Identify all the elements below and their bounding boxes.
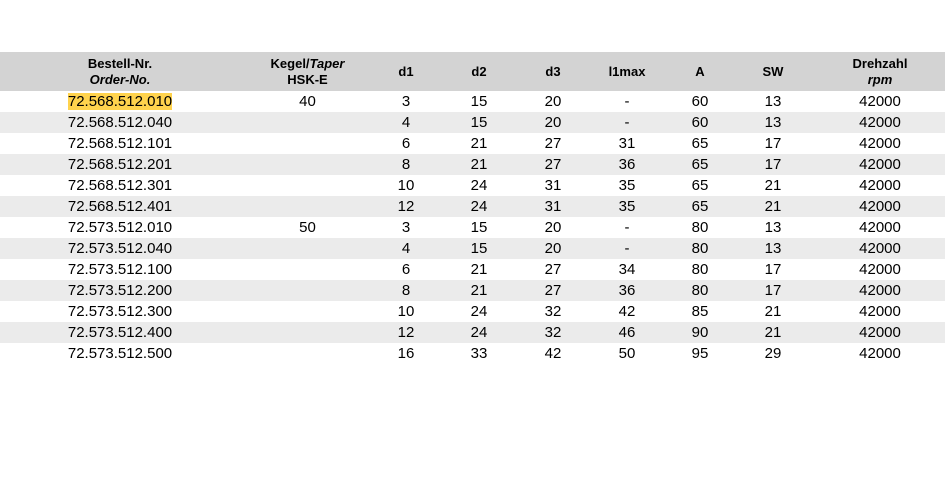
cell-taper bbox=[240, 133, 375, 154]
cell-rpm: 42000 bbox=[859, 197, 901, 215]
cell-d2: 21 bbox=[470, 134, 488, 152]
cell-l1max: 36 bbox=[618, 155, 636, 173]
header-taper bbox=[240, 52, 375, 91]
order-number: 72.568.512.401 bbox=[67, 197, 173, 215]
cell-rpm: 42000 bbox=[859, 134, 901, 152]
cell-a: 65 bbox=[691, 176, 709, 194]
table-row bbox=[0, 238, 945, 259]
table-row bbox=[0, 280, 945, 301]
cell-order bbox=[0, 91, 240, 112]
cell-order bbox=[0, 154, 240, 175]
table-row bbox=[0, 91, 945, 112]
cell-d2: 15 bbox=[470, 218, 488, 236]
cell-l1max: 46 bbox=[618, 323, 636, 341]
cell-d2: 21 bbox=[470, 281, 488, 299]
cell-d3: 20 bbox=[544, 218, 562, 236]
cell-d3: 20 bbox=[544, 92, 562, 110]
cell-order bbox=[0, 133, 240, 154]
cell-order bbox=[0, 343, 240, 364]
header-l1max: l1max bbox=[608, 63, 646, 79]
cell-taper bbox=[240, 196, 375, 217]
cell-taper: 40 bbox=[299, 92, 316, 110]
cell-d3: 27 bbox=[544, 281, 562, 299]
cell-a: 85 bbox=[691, 302, 709, 320]
header-taper-type: HSK-E bbox=[287, 71, 328, 87]
cell-l1max: 35 bbox=[618, 176, 636, 194]
cell-d1: 3 bbox=[401, 218, 411, 236]
spec-table-container bbox=[0, 52, 945, 364]
header-order-en: Order-No. bbox=[89, 71, 151, 87]
order-number: 72.568.512.301 bbox=[67, 176, 173, 194]
cell-d2: 21 bbox=[470, 260, 488, 278]
cell-order bbox=[0, 217, 240, 238]
cell-d2: 15 bbox=[470, 239, 488, 257]
cell-taper bbox=[240, 112, 375, 133]
order-number: 72.573.512.010 bbox=[67, 218, 173, 236]
cell-d1: 8 bbox=[401, 281, 411, 299]
cell-a: 80 bbox=[691, 281, 709, 299]
cell-taper bbox=[240, 175, 375, 196]
header-order-no bbox=[0, 52, 240, 91]
order-number: 72.568.512.010 bbox=[67, 92, 173, 110]
cell-sw: 17 bbox=[764, 155, 782, 173]
table-row bbox=[0, 154, 945, 175]
order-number: 72.573.512.040 bbox=[67, 239, 173, 257]
header-speed bbox=[815, 52, 945, 91]
cell-sw: 21 bbox=[764, 323, 782, 341]
cell-a: 80 bbox=[691, 239, 709, 257]
cell-a: 80 bbox=[691, 218, 709, 236]
order-number: 72.568.512.201 bbox=[67, 155, 173, 173]
table-row bbox=[0, 301, 945, 322]
header-d3: d3 bbox=[545, 63, 561, 79]
cell-l1max: - bbox=[624, 92, 630, 110]
cell-a: 65 bbox=[691, 134, 709, 152]
table-row bbox=[0, 133, 945, 154]
cell-sw: 21 bbox=[764, 176, 782, 194]
cell-d3: 42 bbox=[544, 344, 562, 362]
cell-d2: 24 bbox=[470, 197, 488, 215]
cell-sw: 13 bbox=[764, 113, 782, 131]
cell-a: 90 bbox=[691, 323, 709, 341]
cell-d3: 20 bbox=[544, 113, 562, 131]
cell-rpm: 42000 bbox=[859, 218, 901, 236]
header-speed-de: Drehzahl bbox=[852, 55, 908, 71]
cell-d1: 10 bbox=[397, 302, 415, 320]
header-row bbox=[0, 52, 945, 91]
cell-d1: 10 bbox=[397, 176, 415, 194]
header-taper-en: Taper bbox=[309, 55, 345, 71]
cell-rpm: 42000 bbox=[859, 281, 901, 299]
cell-sw: 13 bbox=[764, 218, 782, 236]
cell-l1max: 42 bbox=[618, 302, 636, 320]
table-row bbox=[0, 112, 945, 133]
cell-taper bbox=[240, 280, 375, 301]
table-row bbox=[0, 175, 945, 196]
cell-rpm: 42000 bbox=[859, 176, 901, 194]
cell-d2: 21 bbox=[470, 155, 488, 173]
cell-order bbox=[0, 301, 240, 322]
table-body bbox=[0, 91, 945, 364]
order-number: 72.568.512.040 bbox=[67, 113, 173, 131]
cell-sw: 21 bbox=[764, 302, 782, 320]
table-row bbox=[0, 259, 945, 280]
header-sw: SW bbox=[762, 63, 784, 79]
cell-rpm: 42000 bbox=[859, 239, 901, 257]
cell-d3: 27 bbox=[544, 134, 562, 152]
cell-d1: 3 bbox=[401, 92, 411, 110]
cell-order bbox=[0, 175, 240, 196]
cell-sw: 13 bbox=[764, 239, 782, 257]
order-number: 72.568.512.101 bbox=[67, 134, 173, 152]
cell-d2: 15 bbox=[470, 113, 488, 131]
cell-a: 60 bbox=[691, 92, 709, 110]
cell-d2: 24 bbox=[470, 176, 488, 194]
cell-taper: 50 bbox=[299, 218, 316, 236]
cell-d2: 24 bbox=[470, 323, 488, 341]
order-number: 72.573.512.400 bbox=[67, 323, 173, 341]
cell-d2: 33 bbox=[470, 344, 488, 362]
cell-d1: 8 bbox=[401, 155, 411, 173]
cell-l1max: 36 bbox=[618, 281, 636, 299]
table-row bbox=[0, 196, 945, 217]
cell-rpm: 42000 bbox=[859, 302, 901, 320]
cell-rpm: 42000 bbox=[859, 323, 901, 341]
table-header bbox=[0, 52, 945, 91]
header-taper-de: Kegel/ bbox=[270, 55, 310, 71]
order-number: 72.573.512.200 bbox=[67, 281, 173, 299]
cell-d3: 20 bbox=[544, 239, 562, 257]
cell-l1max: 31 bbox=[618, 134, 636, 152]
cell-l1max: 34 bbox=[618, 260, 636, 278]
header-speed-en: rpm bbox=[867, 71, 893, 87]
cell-taper bbox=[240, 343, 375, 364]
cell-order bbox=[0, 280, 240, 301]
cell-sw: 29 bbox=[764, 344, 782, 362]
cell-d3: 27 bbox=[544, 155, 562, 173]
cell-sw: 17 bbox=[764, 281, 782, 299]
cell-sw: 17 bbox=[764, 260, 782, 278]
header-order-de: Bestell-Nr. bbox=[87, 55, 153, 71]
cell-d1: 12 bbox=[397, 197, 415, 215]
cell-l1max: 35 bbox=[618, 197, 636, 215]
cell-order bbox=[0, 112, 240, 133]
cell-d3: 27 bbox=[544, 260, 562, 278]
cell-rpm: 42000 bbox=[859, 260, 901, 278]
cell-sw: 17 bbox=[764, 134, 782, 152]
cell-d2: 24 bbox=[470, 302, 488, 320]
cell-taper bbox=[240, 238, 375, 259]
cell-order bbox=[0, 196, 240, 217]
cell-d1: 6 bbox=[401, 260, 411, 278]
order-number: 72.573.512.100 bbox=[67, 260, 173, 278]
cell-order bbox=[0, 259, 240, 280]
cell-d3: 31 bbox=[544, 197, 562, 215]
cell-rpm: 42000 bbox=[859, 113, 901, 131]
cell-taper bbox=[240, 259, 375, 280]
cell-order bbox=[0, 322, 240, 343]
cell-l1max: 50 bbox=[618, 344, 636, 362]
cell-d3: 32 bbox=[544, 323, 562, 341]
table-row bbox=[0, 322, 945, 343]
order-number: 72.573.512.300 bbox=[67, 302, 173, 320]
cell-l1max: - bbox=[624, 239, 630, 257]
spec-table bbox=[0, 52, 945, 364]
order-number: 72.573.512.500 bbox=[67, 344, 173, 362]
cell-taper bbox=[240, 301, 375, 322]
cell-l1max: - bbox=[624, 218, 630, 236]
cell-d1: 12 bbox=[397, 323, 415, 341]
table-row bbox=[0, 217, 945, 238]
cell-d2: 15 bbox=[470, 92, 488, 110]
cell-d1: 4 bbox=[401, 239, 411, 257]
header-d2: d2 bbox=[471, 63, 487, 79]
cell-rpm: 42000 bbox=[859, 92, 901, 110]
table-row bbox=[0, 343, 945, 364]
cell-rpm: 42000 bbox=[859, 155, 901, 173]
cell-d1: 4 bbox=[401, 113, 411, 131]
cell-l1max: - bbox=[624, 113, 630, 131]
header-d1: d1 bbox=[398, 63, 414, 79]
header-a: A bbox=[695, 63, 705, 79]
cell-a: 80 bbox=[691, 260, 709, 278]
cell-sw: 21 bbox=[764, 197, 782, 215]
cell-a: 95 bbox=[691, 344, 709, 362]
cell-d3: 31 bbox=[544, 176, 562, 194]
cell-d1: 6 bbox=[401, 134, 411, 152]
cell-a: 65 bbox=[691, 197, 709, 215]
cell-rpm: 42000 bbox=[859, 344, 901, 362]
cell-order bbox=[0, 238, 240, 259]
cell-taper bbox=[240, 322, 375, 343]
cell-sw: 13 bbox=[764, 92, 782, 110]
cell-a: 60 bbox=[691, 113, 709, 131]
cell-d1: 16 bbox=[397, 344, 415, 362]
cell-d3: 32 bbox=[544, 302, 562, 320]
cell-a: 65 bbox=[691, 155, 709, 173]
cell-taper bbox=[240, 154, 375, 175]
